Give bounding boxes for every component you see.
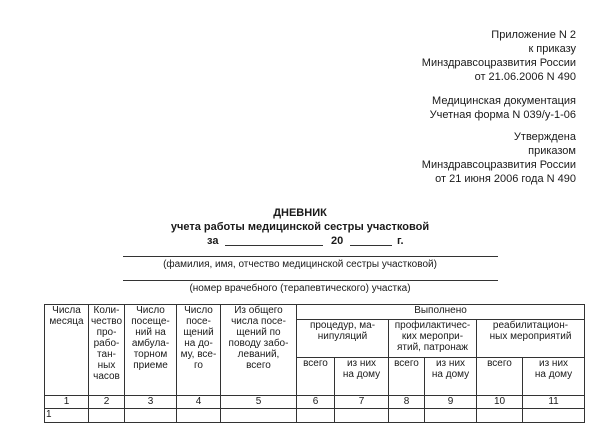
header-home-visits: Число посе- щений на до- му, все- го: [177, 305, 221, 396]
data-cell[interactable]: [477, 409, 523, 423]
header-rehabilitation: реабилитацион- ных мероприятий: [477, 320, 585, 358]
column-number: 5: [221, 396, 297, 409]
data-cell[interactable]: [389, 409, 425, 423]
data-cell[interactable]: [177, 409, 221, 423]
column-number: 8: [389, 396, 425, 409]
fio-caption: (фамилия, имя, отчество медицинской сестры участковой): [163, 259, 437, 270]
approval-line-4: от 21 июня 2006 года N 490: [435, 173, 576, 185]
header-row-1: [45, 305, 585, 320]
header-procedures-home: из них на дому: [335, 358, 389, 396]
column-number: 1: [45, 396, 89, 409]
appendix-block: [422, 28, 576, 84]
data-cell[interactable]: [125, 409, 177, 423]
document-title: ДНЕВНИК: [273, 207, 327, 219]
header-rehab-total: всего: [477, 358, 523, 396]
column-number: 10: [477, 396, 523, 409]
column-number: 4: [177, 396, 221, 409]
header-prevention-home: из них на дому: [425, 358, 477, 396]
year-suffix: г.: [397, 235, 404, 247]
approval-block: [422, 130, 576, 186]
header-disease-visits: Из общего числа посе- щений по поводу забо- леваний, всего: [221, 305, 297, 396]
data-cell[interactable]: [297, 409, 335, 423]
column-number: 2: [89, 396, 125, 409]
header-prevention-total: всего: [389, 358, 425, 396]
approval-line-3: Минздравсоцразвития России: [421, 159, 576, 171]
header-rehab-home: из них на дому: [523, 358, 585, 396]
period-month-field[interactable]: [225, 245, 323, 246]
year-prefix: 20: [331, 235, 344, 247]
column-number: 7: [335, 396, 389, 409]
data-cell[interactable]: [425, 409, 477, 423]
data-cell[interactable]: [335, 409, 389, 423]
column-number: 9: [425, 396, 477, 409]
data-cell[interactable]: [221, 409, 297, 423]
doc-type-line-2: Учетная форма N 039/у-1-06: [429, 109, 576, 121]
header-procedures: процедур, ма- нипуляций: [297, 320, 389, 358]
period-year-field[interactable]: [350, 245, 392, 246]
data-row: [45, 409, 585, 423]
data-cell[interactable]: [89, 409, 125, 423]
fio-field[interactable]: [123, 256, 498, 257]
appendix-line-3: Минздравсоцразвития России: [421, 57, 576, 69]
doc-type-line-1: Медицинская документация: [432, 95, 576, 107]
column-number: 3: [125, 396, 177, 409]
header-days: Числа месяца: [45, 305, 89, 396]
header-done: Выполнено: [297, 305, 585, 320]
approval-line-2: приказом: [528, 145, 576, 157]
data-cell[interactable]: [523, 409, 585, 423]
column-number-row: [45, 396, 585, 409]
district-caption: (номер врачебного (терапевтического) участка): [189, 283, 411, 294]
approval-line-1: Утверждена: [513, 131, 576, 143]
row-day-cell[interactable]: 1: [45, 409, 89, 423]
document-subtitle: учета работы медицинской сестры участковой: [170, 221, 430, 233]
header-hours: Коли- чество про- рабо- тан- ных часов: [89, 305, 125, 396]
doc-type-block: [430, 94, 576, 122]
appendix-line-2: к приказу: [528, 43, 576, 55]
appendix-line-1: Приложение N 2: [491, 29, 576, 41]
column-number: 6: [297, 396, 335, 409]
period-label: за: [207, 235, 219, 247]
district-field[interactable]: [123, 280, 498, 281]
column-number: 11: [523, 396, 585, 409]
header-prevention: профилактичес- ких меропри- ятий, патронаж: [389, 320, 477, 358]
diary-table: [44, 304, 585, 423]
header-procedures-total: всего: [297, 358, 335, 396]
header-clinic-visits: Число посеще- ний на амбула- торном приеме: [125, 305, 177, 396]
appendix-line-4: от 21.06.2006 N 490: [474, 71, 576, 83]
